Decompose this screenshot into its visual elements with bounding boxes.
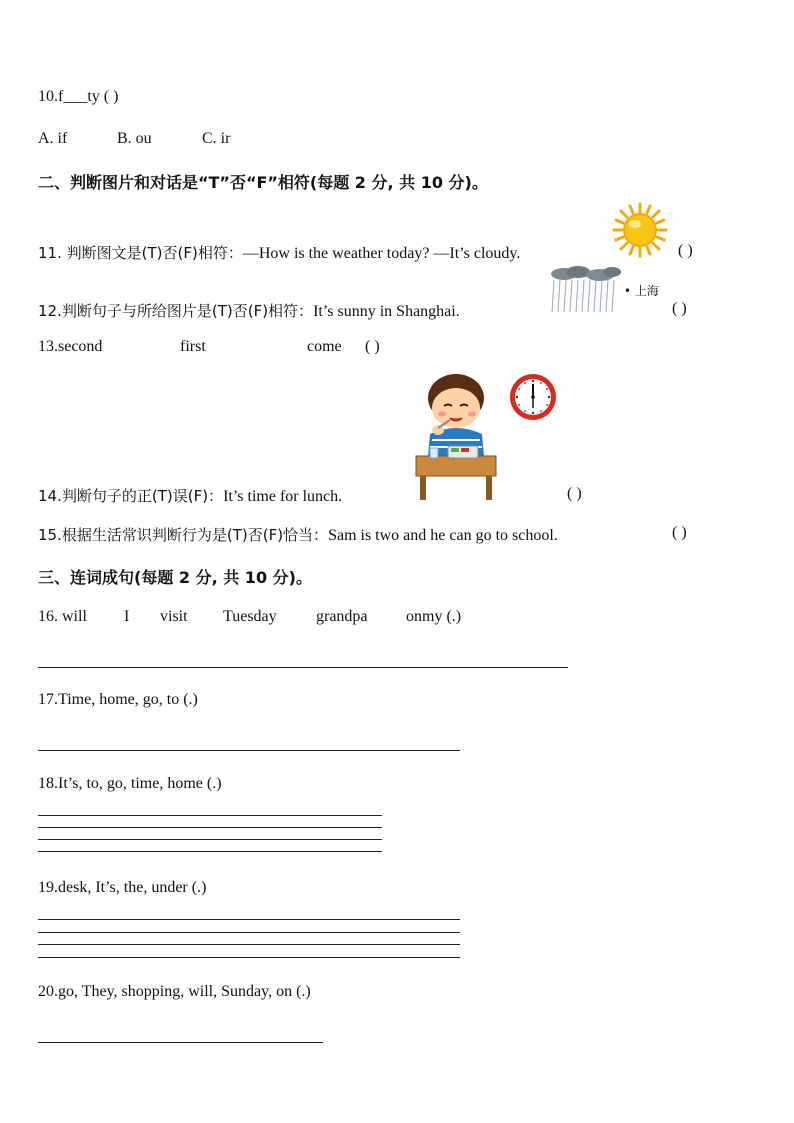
question-10-stem: 10.f___ty ( ) [38,88,119,105]
question-12-label: 12.判断句子与所给图片是(T)否(F)相符： [38,302,314,320]
answer-line-18a[interactable] [38,815,382,816]
answer-paren-15[interactable]: ( ) [672,524,687,541]
question-11 [38,242,520,263]
answer-line-18b[interactable] [38,827,382,828]
sun-icon [612,202,668,258]
clock-icon [508,372,558,422]
question-15-text: Sam is two and he can go to school. [328,527,558,544]
question-12-text: It’s sunny in Shanghai. [313,303,460,320]
answer-line-16[interactable] [38,667,568,668]
question-16-word-4: Tuesday [223,608,277,625]
answer-line-19b[interactable] [38,932,460,933]
question-19: 19.desk, It’s, the, under (.) [38,879,207,896]
question-12 [38,300,460,321]
question-16-word-2: I [124,608,130,625]
answer-line-18c[interactable] [38,839,382,840]
question-14 [38,485,342,506]
option-a: A. if [38,130,68,147]
answer-paren-14[interactable]: ( ) [567,485,582,502]
answer-paren-11[interactable]: ( ) [678,242,693,259]
option-b: B. ou [117,130,152,147]
answer-line-19a[interactable] [38,919,460,920]
question-16-word-1: 16. will [38,608,87,625]
question-14-label: 14.判断句子的正(T)误(F)： [38,487,224,505]
question-20: 20.go, They, shopping, will, Sunday, on (.) [38,983,311,1000]
option-c: C. ir [202,130,231,147]
question-13-word-1: 13.second [38,338,103,355]
question-11-label: 11. 判断图文是(T)否(F)相符： [38,244,243,262]
answer-line-19d[interactable] [38,957,460,958]
question-13-word-2: first [180,338,206,355]
question-14-text: It’s time for lunch. [223,488,343,505]
question-15 [38,524,558,545]
question-13-word-3: come [307,338,342,355]
question-18: 18.It’s, to, go, time, home (.) [38,775,222,792]
question-16-word-3: visit [160,608,188,625]
question-15-label: 15.根据生活常识判断行为是(T)否(F)恰当： [38,526,329,544]
answer-line-20[interactable] [38,1042,323,1043]
answer-line-18d[interactable] [38,851,382,852]
answer-line-19c[interactable] [38,944,460,945]
shanghai-map-label: • 上海 [624,284,659,298]
answer-paren-12[interactable]: ( ) [672,300,687,317]
answer-paren-13[interactable]: ( ) [365,338,380,355]
boy-eating-icon [410,372,502,504]
section-3-heading: 三、连词成句(每题 2 分, 共 10 分)。 [38,568,312,587]
section-2-heading: 二、判断图片和对话是“T”否“F”相符(每题 2 分, 共 10 分)。 [38,173,488,192]
question-16-word-5: grandpa [316,608,368,625]
rain-cloud-icon [548,266,622,316]
question-17: 17.Time, home, go, to (.) [38,691,198,708]
question-11-text: —How is the weather today? —It’s cloudy. [242,245,521,262]
question-16-word-6: onmy (.) [406,608,462,625]
answer-line-17[interactable] [38,750,460,751]
